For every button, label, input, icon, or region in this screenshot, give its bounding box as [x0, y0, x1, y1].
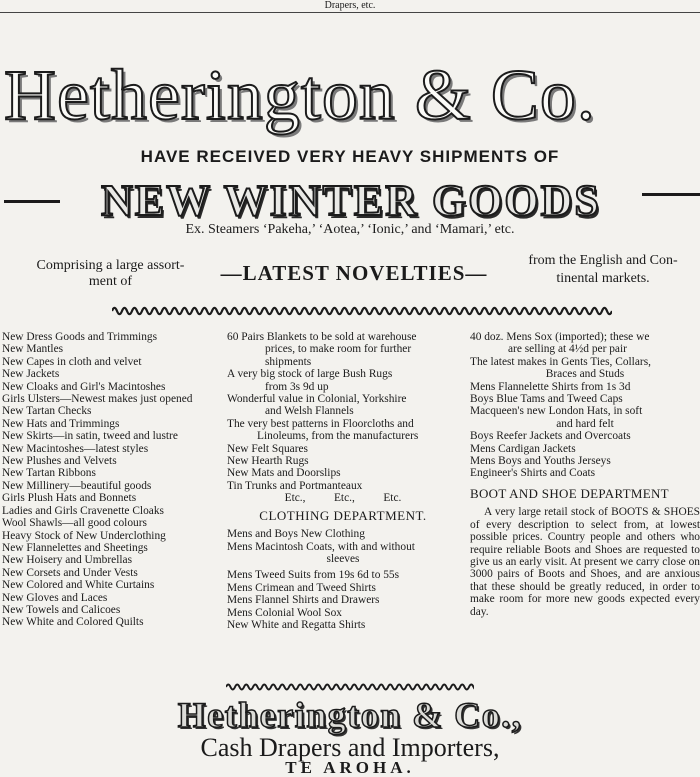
comprising-line: ment of — [88, 274, 133, 289]
drapery-item: New Capes in cloth and velvet — [2, 355, 142, 368]
hats-line: and hard felt — [556, 417, 614, 430]
household-item: New Felt Squares — [227, 442, 308, 455]
blankets-line: prices, to make room for further — [265, 343, 412, 356]
clothing-item: Mens Colonial Wool Sox — [227, 606, 343, 619]
footer-tagline: Cash Drapers and Importers, — [200, 733, 500, 762]
top-rule — [0, 12, 700, 13]
winter-goods-banner — [0, 177, 700, 227]
mens-item: Mens Flannelette Shirts from 1s 3d — [470, 380, 631, 393]
footer-town: TE AROHA. — [285, 758, 415, 777]
drapery-item: New Tartan Ribbons — [2, 467, 96, 480]
winter-goods-heading: NEW WINTER GOODS — [101, 176, 601, 225]
etc-line: Etc., Etc., Etc. — [284, 492, 402, 505]
received-shipments-line: HAVE RECEIVED VERY HEAVY SHIPMENTS OF — [140, 147, 560, 166]
hats-line: Macqueen's new London Hats, in soft — [470, 405, 643, 418]
patterns-line: The very best patterns in Floorcloths and — [227, 417, 414, 430]
mens-item: Boys Reefer Jackets and Overcoats — [470, 430, 631, 443]
wavy-divider-footer — [226, 680, 474, 694]
drapery-item: Girls Plush Hats and Bonnets — [2, 492, 137, 505]
drapery-item: New Colored and White Curtains — [2, 579, 155, 592]
clothing-item: Mens Crimean and Tweed Shirts — [227, 581, 376, 594]
drapery-item: New Dress Goods and Trimmings — [2, 331, 158, 343]
drapery-item: New Hoisery and Umbrellas — [2, 554, 133, 567]
drapery-item: New Corsets and Under Vests — [2, 566, 138, 579]
comprising-text — [28, 258, 193, 290]
sox-line: 40 doz. Mens Sox (imported); these we — [470, 331, 650, 343]
mens-item: Mens Cardigan Jackets — [470, 442, 576, 455]
ties-line: The latest makes in Gents Ties, Collars, — [470, 355, 651, 368]
clothing-department-heading: CLOTHING DEPARTMENT. — [259, 507, 427, 523]
clothing-item: Mens Flannel Shirts and Drawers — [227, 594, 380, 607]
drapery-item: New Gloves and Laces — [2, 591, 108, 604]
household-column — [227, 331, 459, 631]
rugs-line: from 3s 9d up — [265, 380, 329, 393]
mens-item: Boys Blue Tams and Tweed Caps — [470, 393, 623, 406]
drapery-item: Heavy Stock of New Underclothing — [2, 529, 166, 542]
mens-item: Mens Boys and Youths Jerseys — [470, 455, 611, 468]
wavy-divider — [112, 302, 612, 320]
patterns-line: Linoleums, from the manufacturers — [257, 430, 419, 443]
drapery-item: New Jackets — [2, 368, 60, 381]
boot-shoe-department-heading: BOOT AND SHOE DEPARTMENT — [470, 485, 669, 501]
drapery-item: New Skirts—in satin, tweed and lustre — [2, 430, 178, 443]
footer-firm-name: Hetherington & Co., — [177, 695, 523, 735]
drapery-item: Ladies and Girls Cravenette Cloaks — [2, 504, 164, 517]
left-dash-rule — [4, 200, 60, 203]
comprising-line: Comprising a large assort- — [36, 258, 185, 273]
markets-line: tinental markets. — [556, 271, 650, 286]
ties-line: Braces and Studs — [545, 368, 625, 381]
mens-item: Engineer's Shirts and Coats — [470, 467, 596, 480]
running-head: Drapers, etc. — [324, 0, 376, 11]
markets-text — [508, 252, 698, 288]
boot-shoe-paragraph: A very large retail stock of BOOTS & SHOES of every description to select from, at lowest possible prices. Country people and others who require reliable Boots and Shoes are requested to give us an early visit. At present we carry close on 3000 pairs of Boots and Shoes, and are anxious that these should be greatly reduced, in order to make room for more new goods expected every day. — [470, 506, 700, 618]
drapery-item: New Cloaks and Girl's Macintoshes — [2, 380, 166, 393]
blankets-line: 60 Pairs Blankets to be sold at warehouse — [227, 331, 417, 343]
markets-line: from the English and Con- — [528, 253, 678, 268]
clothing-item: Mens and Boys New Clothing — [227, 528, 365, 541]
drapery-item: New Flannelettes and Sheetings — [2, 541, 148, 554]
drapery-item: New Macintoshes—latest styles — [2, 442, 149, 455]
blankets-line: shipments — [265, 355, 312, 368]
steamers-line: Ex. Steamers ‘Pakeha,’ ‘Aotea,’ ‘Ionic,’ and ‘Mamari,’ etc. — [185, 222, 515, 237]
firm-name-title: Hetherington & Co. — [4, 55, 596, 135]
household-item: New Hearth Rugs — [227, 455, 309, 468]
drapery-item: New Hats and Trimmings — [2, 417, 120, 430]
sox-line: are selling at 4½d per pair — [508, 343, 627, 356]
drapery-item: Wool Shawls—all good colours — [2, 517, 147, 530]
mens-and-boots-column — [470, 331, 700, 618]
drapery-item: New Mantles — [2, 343, 64, 356]
clothing-item: New White and Regatta Shirts — [227, 618, 366, 631]
drapery-item: New Millinery—beautiful goods — [2, 479, 152, 492]
household-item: New Mats and Doorslips — [227, 467, 341, 480]
latest-novelties-heading: —LATEST NOVELTIES— — [220, 261, 488, 285]
right-dash-rule — [642, 193, 700, 196]
drapery-item: Girls Ulsters—Newest makes just opened — [2, 393, 193, 406]
colonial-line: Wonderful value in Colonial, Yorkshire — [227, 393, 407, 406]
household-item: Tin Trunks and Portmanteaux — [227, 479, 363, 492]
drapery-column — [2, 331, 222, 629]
rugs-line: A very big stock of large Bush Rugs — [227, 368, 393, 381]
colonial-line: and Welsh Flannels — [265, 405, 354, 418]
drapery-item: New Tartan Checks — [2, 405, 92, 418]
drapery-item: New Towels and Calicoes — [2, 603, 121, 616]
drapery-item: New White and Colored Quilts — [2, 616, 144, 629]
clothing-item: Mens Tweed Suits from 19s 6d to 55s — [227, 569, 400, 582]
drapery-item: New Plushes and Velvets — [2, 455, 117, 468]
clothing-item: Mens Macintosh Coats, with and without — [227, 540, 415, 553]
clothing-item-cont: sleeves — [326, 552, 360, 565]
